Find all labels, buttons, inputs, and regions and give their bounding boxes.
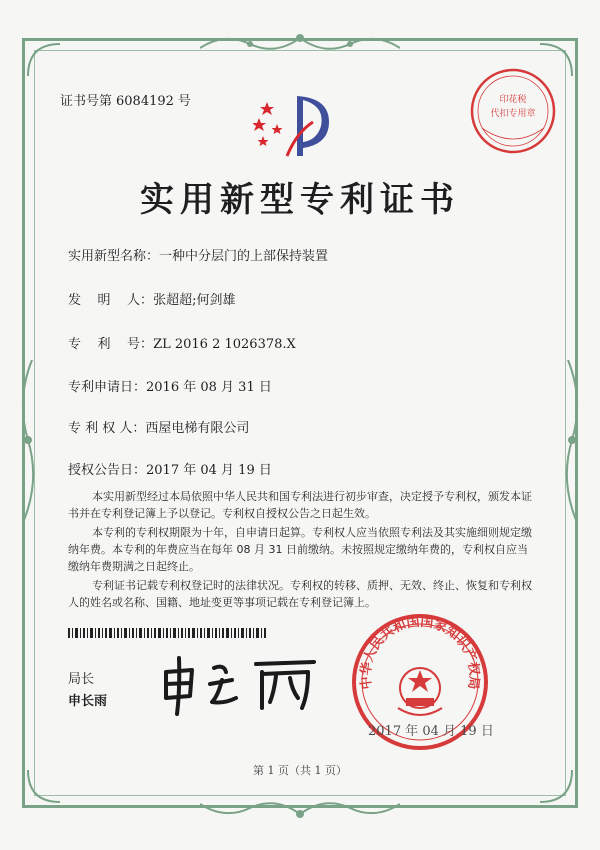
director-title: 局长: [68, 672, 95, 687]
patentee-label: 专 利 权 人：: [68, 421, 146, 436]
svg-text:代扣专用章: 代扣专用章: [490, 109, 536, 119]
certificate-number-suffix: 号: [177, 94, 191, 109]
inventor-row: [68, 289, 235, 308]
certificate-number: [60, 90, 195, 109]
patent-number-label: 专 利 号：: [68, 337, 154, 352]
svg-text:中华人民共和国国家知识产权局: 中华人民共和国国家知识产权局: [358, 614, 482, 691]
patentee-row: [68, 417, 249, 436]
grant-date-label: 授权公告日：: [68, 463, 147, 478]
certificate-number-label: 证书号第: [60, 94, 113, 109]
grant-date-value: 2017 年 04 月 19 日: [146, 463, 272, 478]
body-paragraph-3: 专利证书记载专利权登记时的法律状况。专利权的转移、质押、无效、终止、恢复和专利权人的姓名或名称、国籍、地址变更等事项记载在专利登记簿上。: [68, 579, 532, 609]
filing-date-row: [68, 376, 272, 395]
utility-name-value: 一种中分层门的上部保持装置: [159, 249, 329, 264]
seal-date: 2017 年 04 月 19 日: [368, 724, 494, 739]
right-ornament: [560, 360, 586, 520]
tax-stamp-seal: [468, 66, 558, 156]
filing-date-value: 2016 年 08 月 31 日: [146, 380, 272, 395]
bottom-ornament: [200, 796, 400, 822]
left-ornament: [14, 360, 40, 520]
certificate-number-value: 6084192: [116, 94, 174, 109]
corner-ornament-tl: [24, 40, 64, 80]
patentee-value: 西屋电梯有限公司: [145, 421, 250, 436]
inventor-value: 张超超;何剑雄: [153, 293, 236, 308]
svg-text:印花税: 印花税: [499, 95, 527, 105]
inventor-label: 发 明 人：: [68, 293, 154, 308]
barcode: [68, 628, 268, 638]
director-signature: [158, 650, 328, 720]
certificate-title: 实用新型专利证书: [140, 180, 460, 220]
patent-number-row: [68, 333, 296, 352]
page-number: 第 1 页（共 1 页）: [253, 764, 347, 777]
utility-name-row: [68, 245, 328, 264]
patent-office-logo: [253, 92, 333, 162]
filing-date-label: 专利申请日：: [68, 380, 147, 395]
body-paragraph-1: 本实用新型经过本局依照中华人民共和国专利法进行初步审查，决定授予专利权，颁发本证书并在专利登记簿上予以登记。专利权自授权公告之日起生效。: [68, 490, 532, 520]
director-name: 申长雨: [68, 694, 108, 709]
top-ornament: [200, 30, 400, 56]
patent-number-value: ZL 2016 2 1026378.X: [153, 337, 296, 352]
utility-name-label: 实用新型名称：: [68, 249, 160, 264]
grant-date-row: [68, 459, 272, 478]
body-paragraph-2: 本专利的专利权期限为十年，自申请日起算。专利权人应当依照专利法及其实施细则规定缴纳年费。本专利的年费应当在每年 08 月 31 日前缴纳。未按照规定缴纳年费的，专利权自应当缴纳年费期满之日起终止。: [68, 526, 532, 573]
